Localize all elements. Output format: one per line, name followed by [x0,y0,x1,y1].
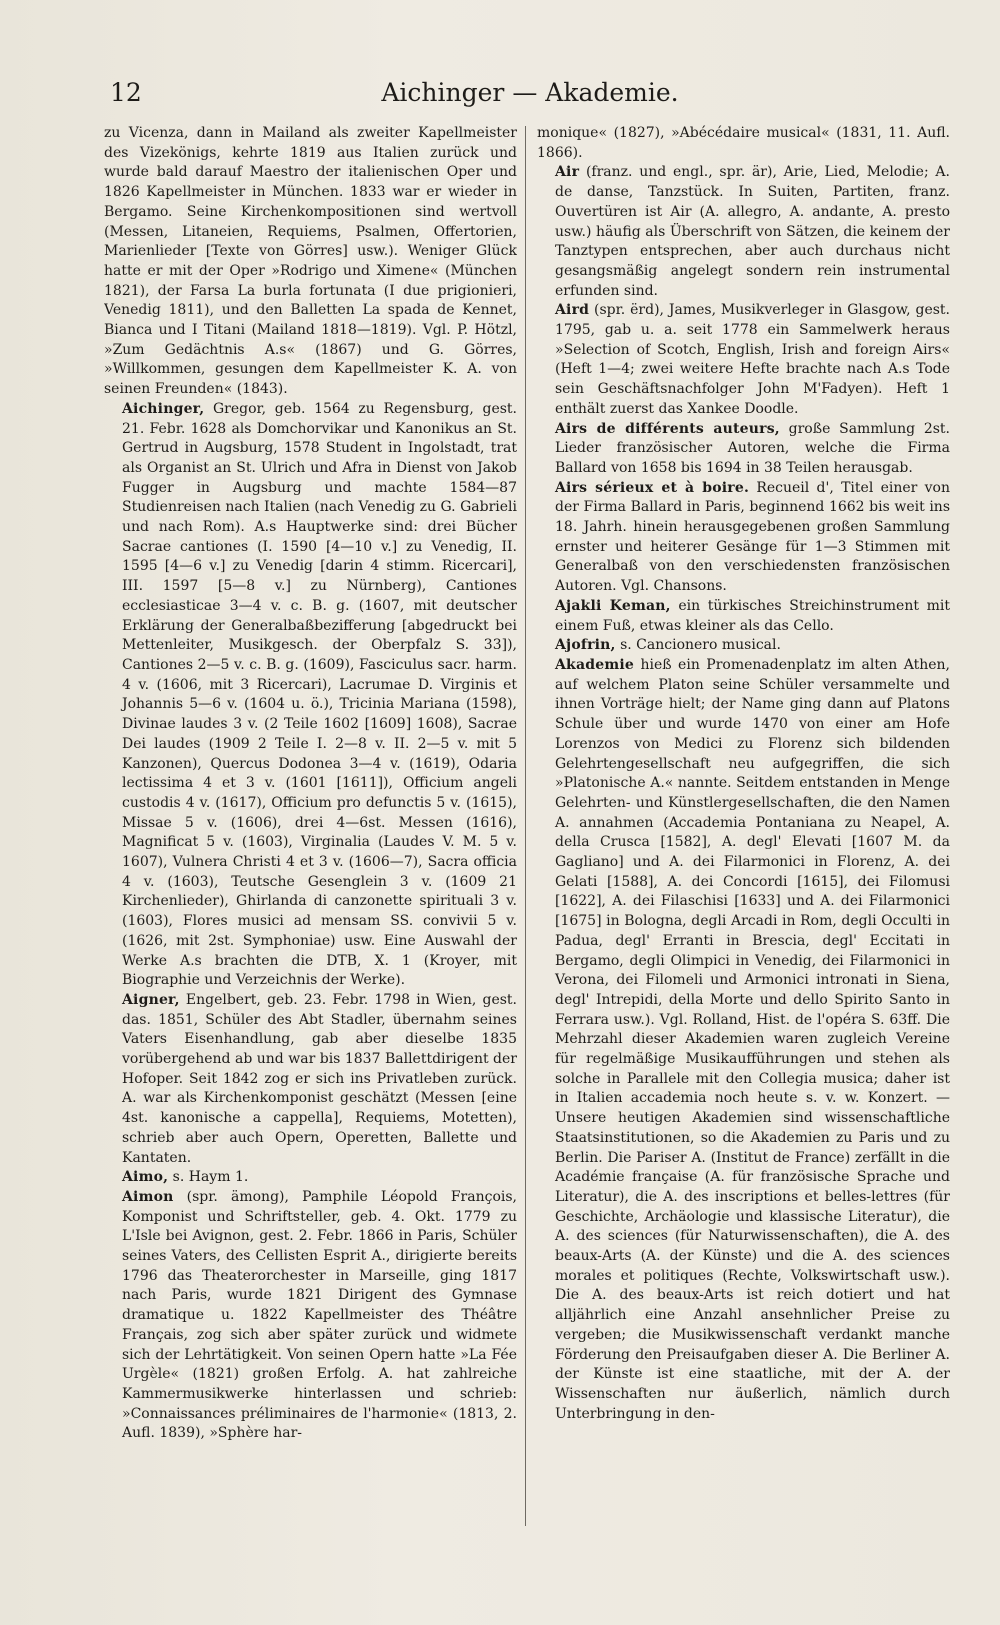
page-header [110,78,950,112]
entry-text: s. Haym 1. [168,1169,249,1186]
page-number: 12 [110,78,142,107]
entry-headword: Ajofrin, [555,637,616,654]
dictionary-entry [537,163,950,301]
entry-headword: Akademie [555,656,634,673]
dictionary-entry [537,301,950,419]
running-head: Aichinger — Akademie. [381,78,679,107]
entry-text: zu Vicenza, dann in Mailand als zweiter Kapellmeister des Vizekönigs, kehrte 1819 aus Italien zurück und wurde bald darauf Maestro der italienischen Oper und 1826 Kapellmeister in München. 1833 war er wieder in Bergamo. Seine Kirchenkompositionen sind wertvoll (Messen, Litaneien, Requiems, Psalmen, Offertorien, Marienlieder [Texte von Görres] usw.). Weniger Glück hatte er mit der Oper »Rodrigo und Ximene« (München 1821), der Farsa La burla fortunata (I due prigionieri, Venedig 1811), und den Balletten La spada de Kennet, Bianca und I Titani (Mailand 1818—1819). Vgl. P. Hötzl, »Zum Gedächtnis A.s« (1867) und G. Görres, »Willkommen, gesungen dem Kapellmeister K. A. von seinen Freunden« (1843). [104,125,517,398]
dictionary-entry [537,479,950,597]
dictionary-entry [537,124,950,163]
dictionary-entry [537,597,950,636]
entry-headword: Aird [555,302,590,319]
entry-text: (spr. ämong), Pamphile Léopold François, Komponist und Schriftsteller, geb. 4. Okt. 1779 zu L'Isle bei Avignon, gest. 2. Febr. 1866 in Paris, Schüler seines Vaters, des Cellisten Esprit A., dirigierte bereits 1796 das Theaterorchester in Marseille, ging 1817 nach Paris, wurde 1821 Dirigent des Gymnase dramatique u. 1822 Kapellmeister des Théâtre Français, zog sich aber später zurück und widmete sich der Lehrtätigkeit. Von seinen Opern hatte »La Fée Urgèle« (1821) großen Erfolg. A. hat zahlreiche Kammermusikwerke hinterlassen und schrieb: »Connaissances préliminaires de l'harmonie« (1813, 2. Aufl. 1839), »Sphère har- [122,1188,517,1442]
dictionary-entry [104,991,517,1168]
dictionary-entry [104,400,517,991]
entry-text: Gregor, geb. 1564 zu Regensburg, gest. 21. Febr. 1628 als Domchorvikar und Kanonikus an St. Gertrud in Augsburg, 1578 Student in Ingolstadt, trat als Organist an St. Ulrich und Afra in Dienst von Jakob Fugger in Augsburg und machte 1584—87 Studienreisen nach Italien (nach Venedig zu G. Gabrieli und nach Rom). A.s Hauptwerke sind: drei Bücher Sacrae cantiones (I. 1590 [4—10 v.] zu Venedig, II. 1595 [4—6 v.] zu Venedig [darin 4 stimm. Ricercari], III. 1597 [5—8 v.] zu Nürnberg), Cantiones ecclesiasticae 3—4 v. c. B. g. (1607, mit deutscher Erklärung der Generalbaßbezifferung [abgedruckt bei Mettenleiter, Musikgesch. der Oberpfalz S. 33]), Cantiones 2—5 v. c. B. g. (1609), Fasciculus sacr. harm. 4 v. (1606, mit 3 Ricercari), Lacrumae D. Virginis et Johannis 5—6 v. (1604 u. ö.), Tricinia Mariana (1598), Divinae laudes 3 v. (2 Teile 1602 [1609] 1608), Sacrae Dei laudes (1909 2 Teile I. 2—8 v. II. 2—5 v. mit 5 Kanzonen), Quercus Dodonea 3—4 v. (1619), Odaria lectissima 4 et 3 v. (1601 [1611]), Officium angeli custodis 4 v. (1617), Officium pro defunctis 5 v. (1615), Missae 5 v. (1606), drei 4—6st. Messen (1616), Magnificat 5 v. (1603), Virginalia (Laudes V. M. 5 v. 1607), Vulnera Christi 4 et 3 v. (1606—7), Sacra officia 4 v. (1603), Teutsche Gesenglein 3 v. (1609 21 Kirchenlieder), Ghirlanda di canzonette spirituali 3 v. (1603), Flores musici ad mensam SS. convivii 5 v. (1626, mit 2st. Symphoniae) usw. Eine Auswahl der Werke A.s brachten die DTB, X. 1 (Kroyer, mit Biographie und Verzeichnis der Werke). [122,400,517,989]
dictionary-entry [537,636,950,656]
entry-text: ein türkisches Streichinstrument mit einem Fuß, etwas kleiner als das Cello. [555,597,950,634]
dictionary-entry [104,124,517,400]
column-divider [525,126,526,1526]
left-column [104,124,517,1574]
text-columns [104,124,954,1574]
right-column [537,124,950,1574]
entry-text: monique« (1827), »Abécédaire musical« (1831, 11. Aufl. 1866). [537,125,950,161]
entry-text: große Sammlung 2st. Lieder französischer Autoren, welche die Firma Ballard von 1658 bis 1694 in 38 Teilen herausgab. [555,420,950,476]
entry-headword: Airs sérieux et à boire. [555,479,750,496]
dictionary-entry [537,656,950,1424]
dictionary-entry [104,1188,517,1444]
entry-headword: Aigner, [122,991,180,1008]
entry-headword: Aimo, [122,1169,169,1186]
entry-text: (spr. ërd), James, Musikverleger in Glasgow, gest. 1795, gab u. a. seit 1778 ein Sammelwerk heraus »Selection of Scotch, English, Irish and foreign Airs« (Heft 1—4; zwei weitere Hefte brachte nach A.s Tode sein Geschäftsnachfolger John M'Fadyen). Heft 1 enthält zuerst das Xankee Doodle. [555,302,950,417]
entry-text: (franz. und engl., spr. är), Arie, Lied, Melodie; A. de danse, Tanzstück. In Suiten, Partiten, franz. Ouvertüren ist Air (A. allegro, A. andante, A. presto usw.) häufig als Überschrift von Sätzen, die keinem der Tanztypen entsprechen, aber auch durchaus nicht gesangsmäßig angelegt sondern rein instrumental erfunden sind. [555,164,950,299]
entry-headword: Aichinger, [122,400,205,417]
entry-headword: Air [555,164,580,181]
dictionary-entry [537,420,950,479]
dictionary-entry [104,1168,517,1188]
entry-text: hieß ein Promenadenplatz im alten Athen, auf welchem Platon seine Schüler versammelte und ihnen Vorträge hielt; der Name ging dann auf Platons Schule über und wurde 1470 von einer am Hofe Lorenzos von Medici zu Florenz sich bildenden Gelehrtengesellschaft neu aufgegriffen, die sich »Platonische A.« nannte. Seitdem entstanden in Menge Gelehrten- und Künstlergesellschaften, die den Namen A. annahmen (Accademia Pontaniana zu Neapel, A. della Crusca [1582], A. degl' Elevati [1607 M. da Gagliano] und A. dei Filarmonici in Florenz, A. dei Gelati [1588], A. dei Concordi [1615], dei Filomusi [1622], A. dei Filaschisi [1633] und A. dei Filarmonici [1675] in Bologna, degli Arcadi in Rom, degli Occulti in Padua, degl' Erranti in Brescia, degl' Eccitati in Bergamo, degli Olimpici in Venedig, dei Filarmonici in Verona, dei Filomeli und Armonici intronati in Siena, degl' Intrepidi, della Morte und dello Spirito Santo in Ferrara usw.). Vgl. Rolland, Hist. de l'opéra S. 63ff. Die Mehrzahl dieser Akademien waren zugleich Vereine für regelmäßige Musikaufführungen und stehen als solche in Parallele mit den Collegia musica; daher ist in Italien accademia noch heute s. v. w. Konzert. — Unsere heutigen Akademien sind wissenschaftliche Staatsinstitutionen, so die Akademien zu Paris und zu Berlin. Die Pariser A. (Institut de France) zerfällt in die Académie française (A. für französische Sprache und Literatur), die A. des inscriptions et belles-lettres (für Geschichte, Archäologie und klassische Literatur), die A. des sciences (für Naturwissenschaften), die A. des beaux-Arts (A. der Künste) und die A. des sciences morales et politiques (Rechte, Volkswirtschaft usw.). Die A. des beaux-Arts ist reich dotiert und hat alljährlich eine Anzahl ansehnlicher Preise zu vergeben; die Musikwissenschaft verdankt manche Förderung den Preisaufgaben dieser A. Die Berliner A. der Künste ist eine staatliche, mit der A. der Wissenschaften nur äußerlich, nämlich durch Unterbringung in den- [555,656,950,1422]
entry-text: Recueil d', Titel einer von der Firma Ballard in Paris, beginnend 1662 bis weit ins 18. Jahrh. hinein herausgegebenen großen Sammlung ernster und heiterer Gesänge für 1—3 Stimmen mit Generalbaß von den verschiedensten französischen Autoren. Vgl. Chansons. [555,479,950,595]
entry-text: Engelbert, geb. 23. Febr. 1798 in Wien, gest. das. 1851, Schüler des Abt Stadler, übernahm seines Vaters Eisenhandlung, gab aber dieselbe 1835 vorübergehend ab und war bis 1837 Ballettdirigent der Hofoper. Seit 1842 zog er sich ins Privatleben zurück. A. war als Kirchenkomponist geschätzt (Messen [eine 4st. kanonische a cappella], Requiems, Motetten), schrieb aber auch Opern, Operetten, Ballette und Kantaten. [122,991,517,1166]
entry-headword: Aimon [122,1188,174,1205]
entry-headword: Airs de différents auteurs, [555,420,780,437]
entry-text: s. Cancionero musical. [615,637,781,654]
entry-headword: Ajakli Keman, [555,597,671,614]
